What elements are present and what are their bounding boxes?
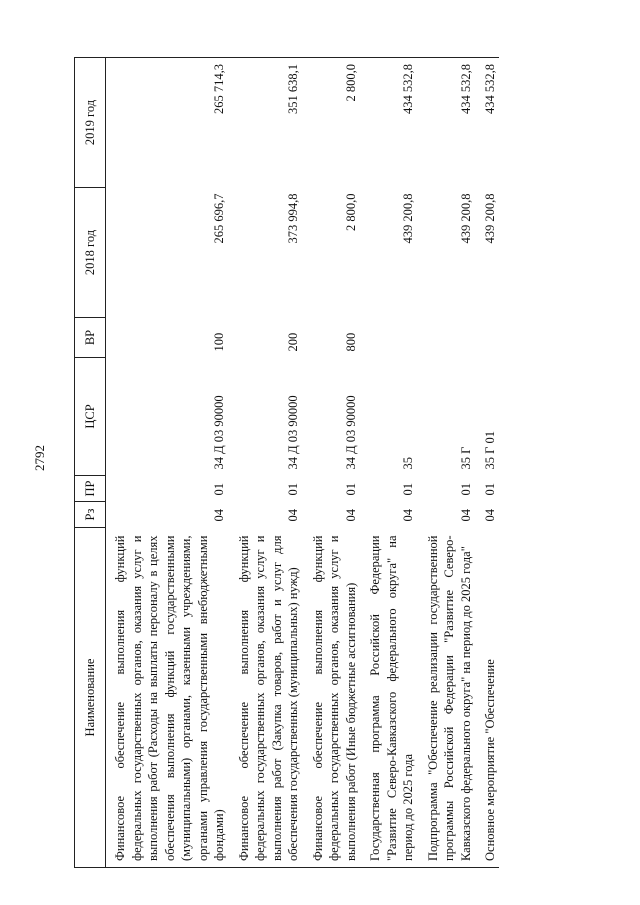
row-rz: 04 bbox=[286, 509, 300, 522]
row-csr: 34 Д 03 90000 bbox=[343, 395, 358, 470]
row-2018: 373 994,8 bbox=[286, 193, 300, 244]
table-row bbox=[228, 58, 302, 868]
table-row bbox=[302, 58, 360, 868]
budget-sheet bbox=[74, 58, 614, 868]
table-body bbox=[106, 58, 499, 868]
row-rz: 04 bbox=[483, 509, 497, 522]
header-csr: ЦСР bbox=[75, 358, 106, 476]
table-row bbox=[417, 58, 475, 868]
table-row bbox=[359, 58, 417, 868]
row-pr: 01 bbox=[286, 483, 300, 496]
header-2018: 2018 год bbox=[75, 188, 106, 318]
row-rz: 04 bbox=[212, 509, 226, 522]
row-csr: 34 Д 03 90000 bbox=[286, 395, 300, 470]
row-pr: 01 bbox=[483, 483, 497, 496]
row-rz: 04 bbox=[343, 509, 358, 522]
row-2019: 434 532,8 bbox=[401, 64, 415, 114]
row-2018: 439 200,8 bbox=[401, 193, 415, 244]
row-name: Финансовое обеспечение выполнения функций федеральных государственных органов, оказания услуг и выполнения работ (Иные бюджетные ассигнования) bbox=[310, 535, 358, 861]
row-2019: 434 532,8 bbox=[483, 64, 497, 114]
header-name: Наименование bbox=[75, 528, 106, 868]
row-name: Подпрограмма "Обеспечение реализации государственной программы Российской Федерации "Развитие Северо-Кавказского федерального округа" на период до 2025 года" bbox=[425, 535, 473, 861]
row-csr: 34 Д 03 90000 bbox=[212, 395, 226, 470]
row-vr bbox=[474, 318, 499, 358]
table-row bbox=[474, 58, 499, 868]
row-vr: 800 bbox=[343, 332, 358, 352]
row-vr bbox=[359, 318, 417, 358]
row-pr: 01 bbox=[401, 483, 415, 496]
header-2019: 2019 год bbox=[75, 58, 106, 188]
row-name: Основное мероприятие "Обеспечение bbox=[483, 659, 497, 861]
table-header bbox=[75, 58, 106, 868]
row-vr: 200 bbox=[286, 332, 300, 352]
row-rz: 04 bbox=[401, 509, 415, 522]
row-2018: 439 200,8 bbox=[483, 193, 497, 244]
row-2018: 2 800,0 bbox=[343, 193, 358, 231]
row-rz: 04 bbox=[458, 509, 473, 522]
row-csr: 35 Г 01 bbox=[483, 431, 497, 470]
header-pr: ПР bbox=[75, 476, 106, 502]
header-rz: Рз bbox=[75, 502, 106, 528]
row-2018: 439 200,8 bbox=[458, 193, 473, 244]
row-2019: 265 714,3 bbox=[212, 64, 226, 114]
row-2019: 351 638,1 bbox=[286, 64, 300, 114]
budget-table bbox=[74, 57, 499, 868]
header-vr: ВР bbox=[75, 318, 106, 358]
row-name: Государственная программа Российской Федерации "Развитие Северо-Кавказского федерального округа" на период до 2025 года bbox=[368, 535, 415, 861]
row-2018: 265 696,7 bbox=[212, 193, 226, 244]
page-number: 2792 bbox=[32, 445, 47, 471]
row-pr: 01 bbox=[212, 483, 226, 496]
row-pr: 01 bbox=[343, 483, 358, 496]
row-2019: 2 800,0 bbox=[343, 64, 358, 102]
row-vr: 100 bbox=[212, 332, 226, 352]
row-csr: 35 Г bbox=[458, 446, 473, 470]
row-vr bbox=[417, 318, 475, 358]
row-2019: 434 532,8 bbox=[458, 64, 473, 114]
row-name: Финансовое обеспечение выполнения функций федеральных государственных органов, оказания услуг и выполнения работ (Закупка товаров, работ и услуг для обеспечения государственных (муниципальных) нужд) bbox=[236, 535, 300, 861]
row-csr: 35 bbox=[401, 457, 415, 470]
row-pr: 01 bbox=[458, 483, 473, 496]
table-row bbox=[106, 58, 228, 868]
row-name: Финансовое обеспечение выполнения функций федеральных государственных органов, оказания услуг и выполнения работ (Расходы на выплаты персоналу в целях обеспечения выполнения функций государственными (муниципальными) органами, казенными учреждениями, органами управления государственными внебюджетными фондами) bbox=[113, 535, 226, 861]
